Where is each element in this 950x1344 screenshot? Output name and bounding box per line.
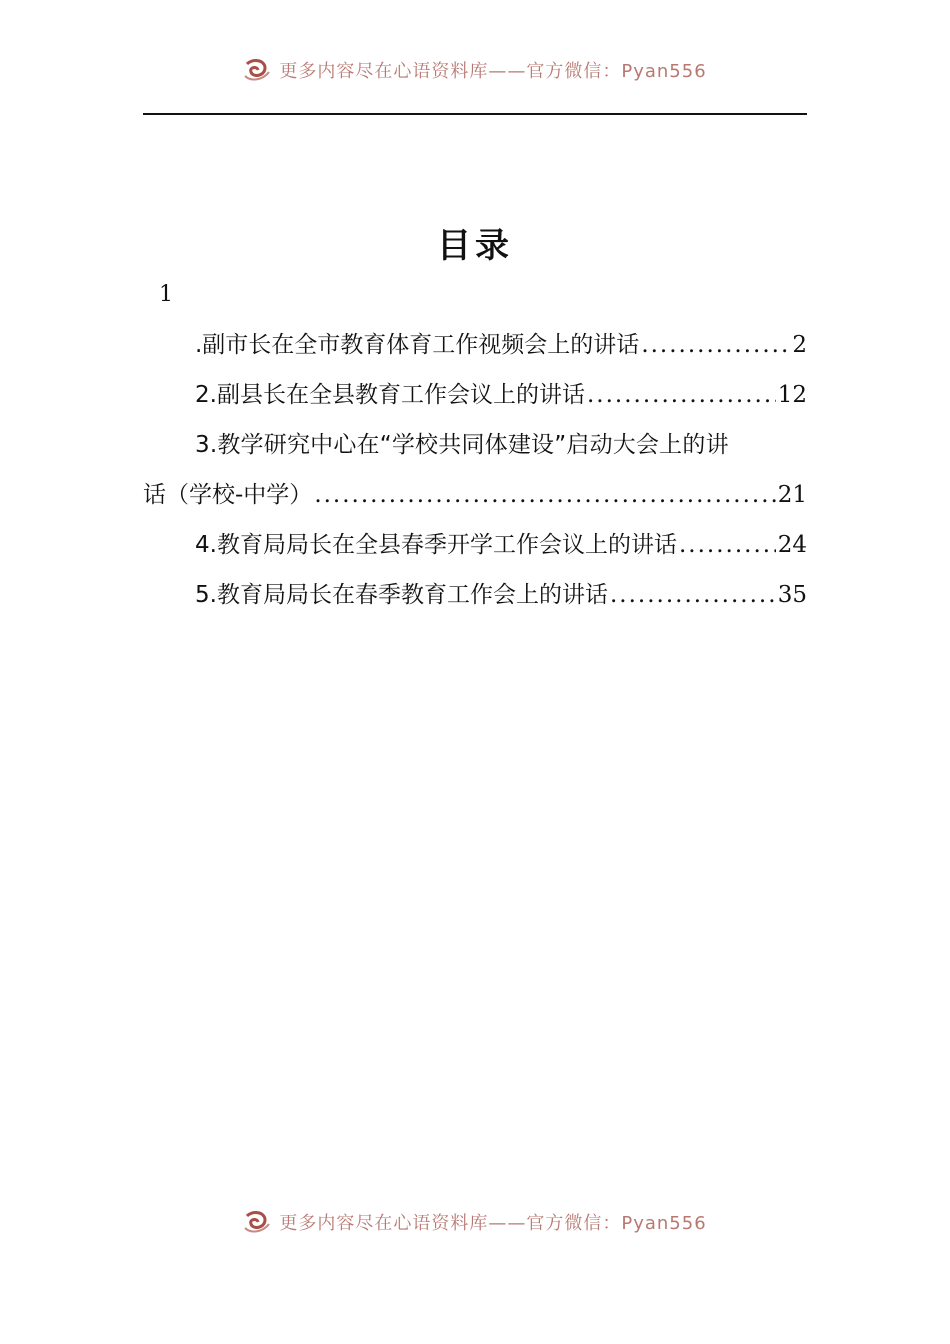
toc-entry-page: 24 <box>777 532 807 558</box>
footer-banner <box>0 1207 950 1237</box>
toc-entry-title-line1: 3.教学研究中心在“学校共同体建设”启动大会上的讲 <box>195 432 729 458</box>
toc-entry-5[interactable] <box>143 570 807 620</box>
toc-entry-3-line2 <box>143 470 807 520</box>
toc-title: 目录 <box>437 226 513 266</box>
table-of-contents <box>143 320 807 620</box>
toc-entry-page: 12 <box>777 382 807 408</box>
banner-text: 更多内容尽在心语资料库——官方微信：Pyan556 <box>279 1213 707 1234</box>
toc-entry-page: 2 <box>792 332 807 358</box>
toc-entry-page: 35 <box>777 582 807 608</box>
toc-entry-title: 4.教育局局长在全县春季开学工作会议上的讲话 <box>195 532 677 558</box>
swirl-logo-icon <box>243 1210 271 1234</box>
toc-entry-title-line2: 话（学校-中学） <box>143 482 313 508</box>
toc-dot-leader <box>679 520 776 570</box>
swirl-logo-icon <box>243 58 271 82</box>
toc-entry-page: 21 <box>777 482 807 508</box>
toc-dot-leader <box>610 570 776 620</box>
header-banner <box>0 55 950 85</box>
toc-dot-leader <box>314 470 775 520</box>
toc-entry-title: 5.教育局局长在春季教育工作会上的讲话 <box>195 582 608 608</box>
toc-entry-2[interactable] <box>143 370 807 420</box>
toc-orphan-number: 1 <box>159 282 173 307</box>
toc-entry-3[interactable] <box>143 420 807 520</box>
toc-entry-title: 2.副县长在全县教育工作会议上的讲话 <box>195 382 585 408</box>
banner-text: 更多内容尽在心语资料库——官方微信：Pyan556 <box>279 61 707 82</box>
header-rule <box>143 113 807 115</box>
toc-dot-leader <box>641 320 790 370</box>
toc-entry-4[interactable] <box>143 520 807 570</box>
toc-entry-1[interactable] <box>143 320 807 370</box>
toc-entry-title: .副市长在全市教育体育工作视频会上的讲话 <box>195 332 640 358</box>
toc-dot-leader <box>587 370 776 420</box>
